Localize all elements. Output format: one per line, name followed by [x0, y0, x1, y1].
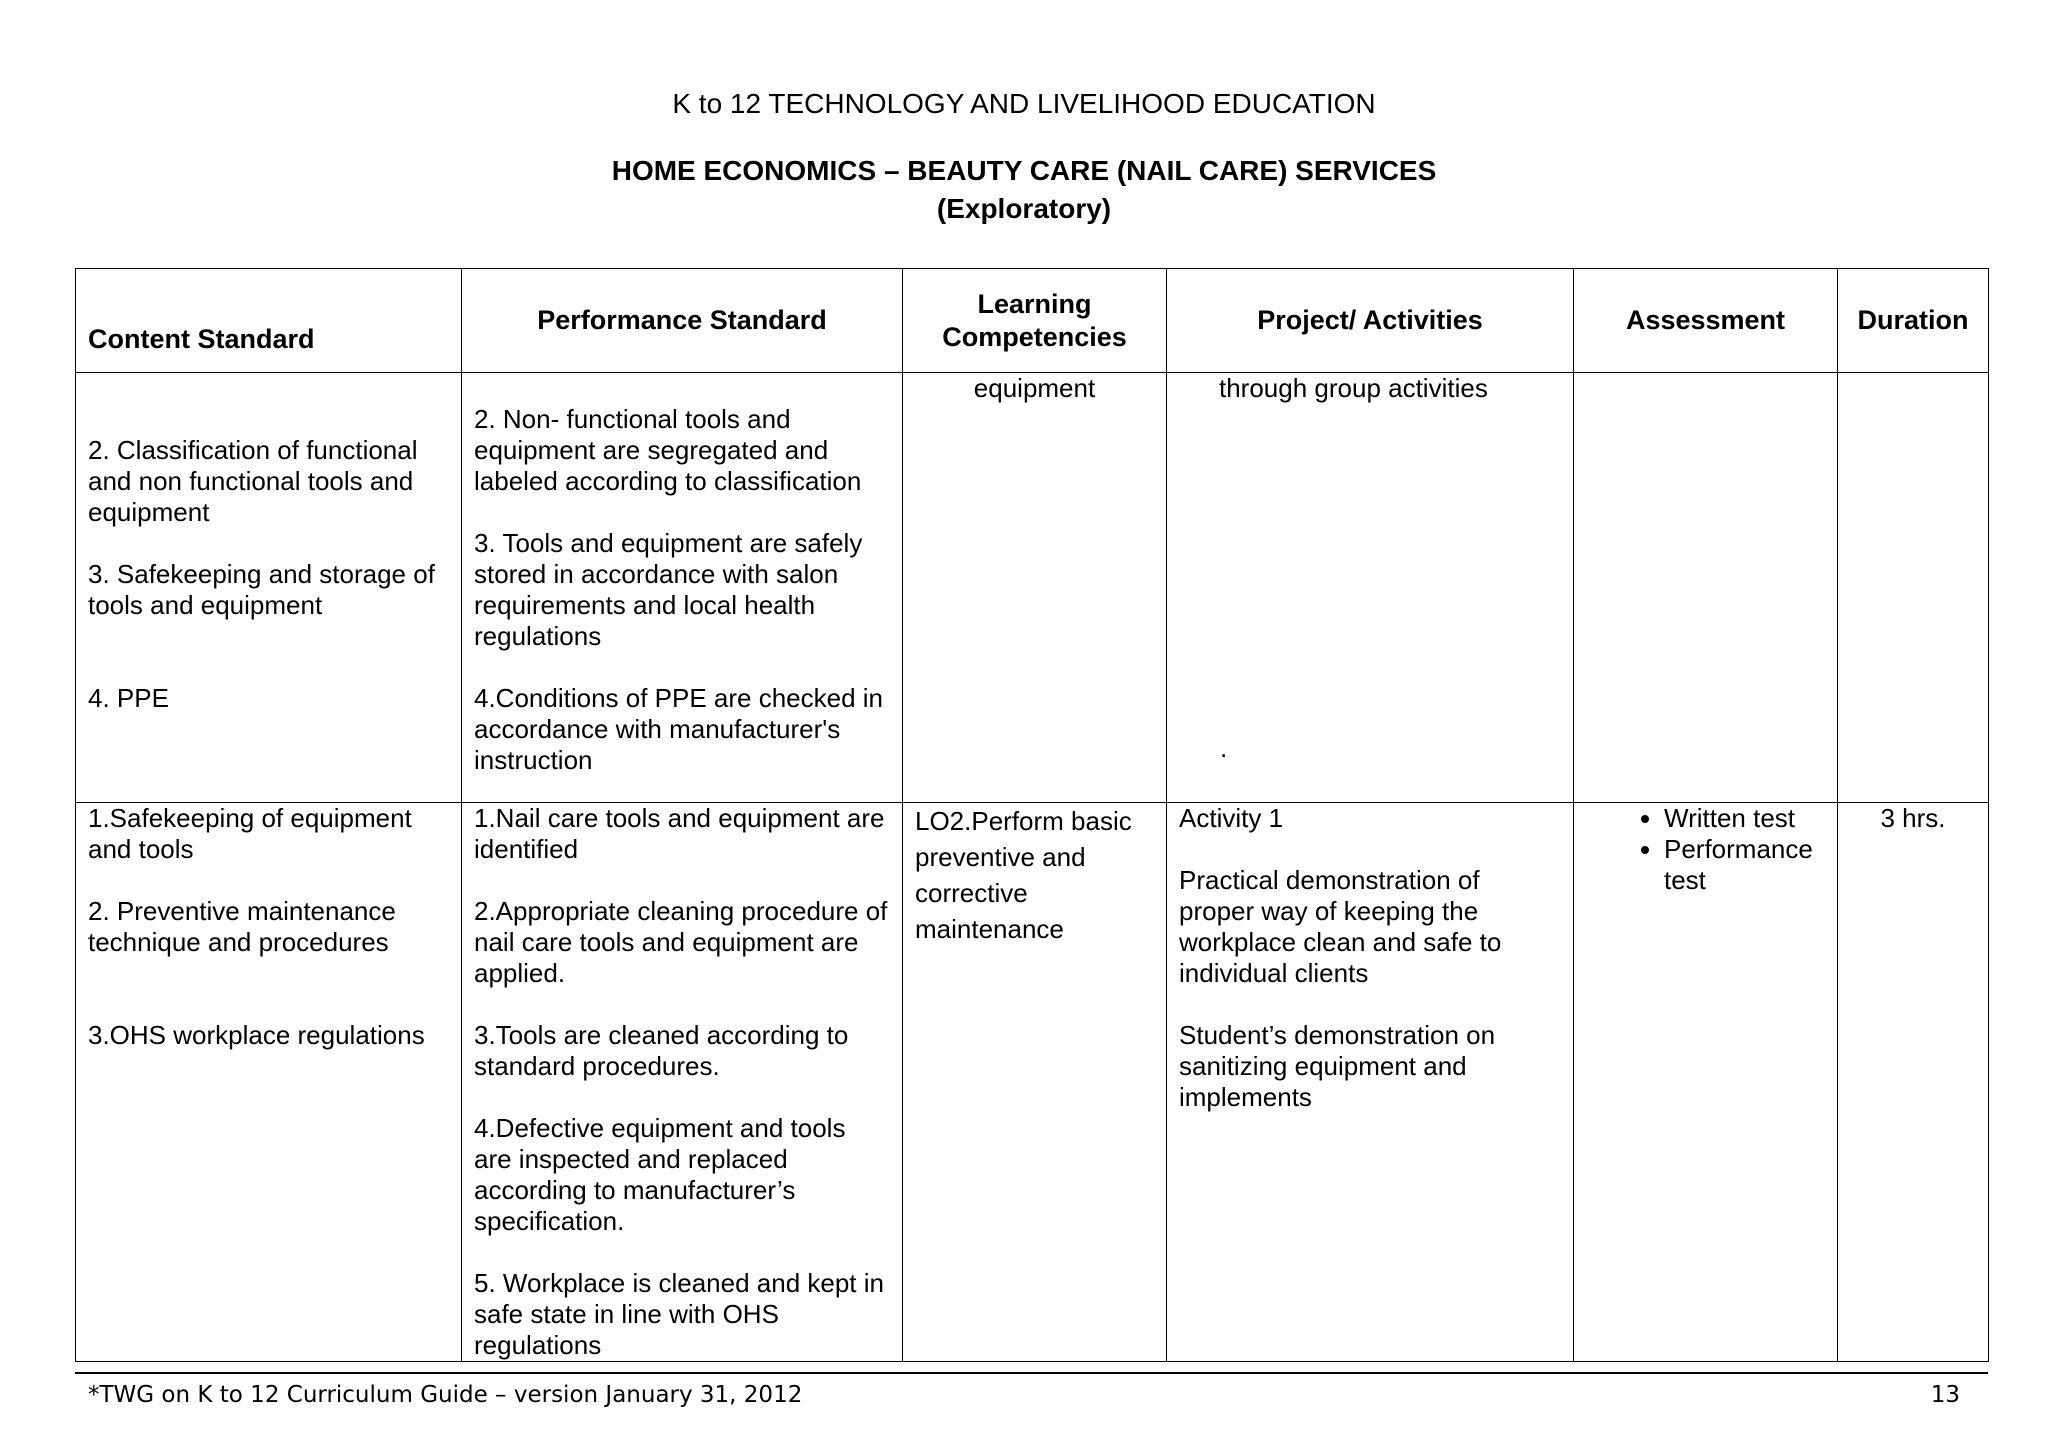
assessment-cell — [1574, 803, 1838, 1362]
learning-competencies-cell — [903, 803, 1167, 1362]
content-standard-cell — [76, 803, 462, 1362]
performance-item: 2.Appropriate cleaning procedure of nail care tools and equipment are applied. — [474, 896, 888, 988]
column-header: Content Standard — [76, 269, 462, 373]
activity-text: through group activities — [1219, 373, 1488, 403]
list-item: • Written test — [1664, 803, 1825, 834]
duration-cell — [1838, 803, 1989, 1362]
project-activities-cell — [1167, 373, 1574, 803]
content-standard-cell — [76, 373, 462, 803]
performance-item: 3. Tools and equipment are safely stored in accordance with salon requirements and local health regulations — [474, 528, 863, 651]
document-subtitle — [0, 152, 2048, 228]
column-header: Project/ Activities — [1167, 269, 1574, 373]
performance-item: 1.Nail care tools and equipment are identified — [474, 803, 885, 864]
content-item: 2. Classification of functional and non functional tools and equipment — [88, 435, 418, 527]
project-activities-cell — [1167, 803, 1574, 1362]
competency-text: LO2.Perform basic preventive and corrective maintenance — [915, 806, 1132, 944]
performance-standard-cell — [462, 373, 903, 803]
list-item: • Performance test — [1664, 834, 1825, 896]
assessment-cell — [1574, 373, 1838, 803]
subtitle-line-1: HOME ECONOMICS – BEAUTY CARE (NAIL CARE) SERVICES — [611, 155, 1437, 186]
competency-text: equipment — [973, 373, 1096, 403]
duration-cell — [1838, 373, 1989, 803]
subtitle-line-2: (Exploratory) — [936, 193, 1112, 224]
learning-competencies-cell — [903, 373, 1167, 803]
footer-version-note: *TWG on K to 12 Curriculum Guide – version January 31, 2012 — [88, 1382, 803, 1408]
column-header: Duration — [1838, 269, 1989, 373]
performance-standard-cell — [462, 803, 903, 1362]
activity-item: Student’s demonstration on sanitizing equipment and implements — [1179, 1020, 1496, 1112]
column-header: Assessment — [1574, 269, 1838, 373]
table-row — [76, 373, 1989, 803]
document-title: K to 12 TECHNOLOGY AND LIVELIHOOD EDUCATION — [672, 88, 1376, 119]
column-header: Learning Competencies — [903, 269, 1167, 373]
activity-item: Activity 1 — [1179, 803, 1284, 833]
table-header-row — [76, 269, 1989, 373]
performance-item: 4.Defective equipment and tools are inspected and replaced according to manufacturer’s specification. — [474, 1113, 846, 1236]
assessment-list — [1574, 803, 1825, 896]
duration-text: 3 hrs. — [1880, 803, 1946, 833]
content-item: 1.Safekeeping of equipment and tools — [88, 803, 412, 864]
activity-item: Practical demonstration of proper way of keeping the workplace clean and safe to individual clients — [1179, 865, 1502, 988]
table-row — [76, 803, 1989, 1362]
content-item: 4. PPE — [88, 683, 169, 713]
content-item: 3. Safekeeping and storage of tools and equipment — [88, 559, 435, 620]
performance-item: 2. Non- functional tools and equipment are segregated and labeled according to classification — [474, 404, 862, 496]
footer-divider — [75, 1372, 1988, 1374]
page-number: 13 — [1930, 1382, 1960, 1408]
column-header: Performance Standard — [462, 269, 903, 373]
content-item: 3.OHS workplace regulations — [88, 1020, 425, 1050]
performance-item: 3.Tools are cleaned according to standard procedures. — [474, 1020, 849, 1081]
performance-item: 5. Workplace is cleaned and kept in safe state in line with OHS regulations — [474, 1268, 884, 1360]
performance-item: 4.Conditions of PPE are checked in accordance with manufacturer's instruction — [474, 683, 884, 775]
curriculum-table — [75, 268, 1989, 1362]
activity-mark: . — [1220, 733, 1228, 763]
content-item: 2. Preventive maintenance technique and procedures — [88, 896, 396, 957]
